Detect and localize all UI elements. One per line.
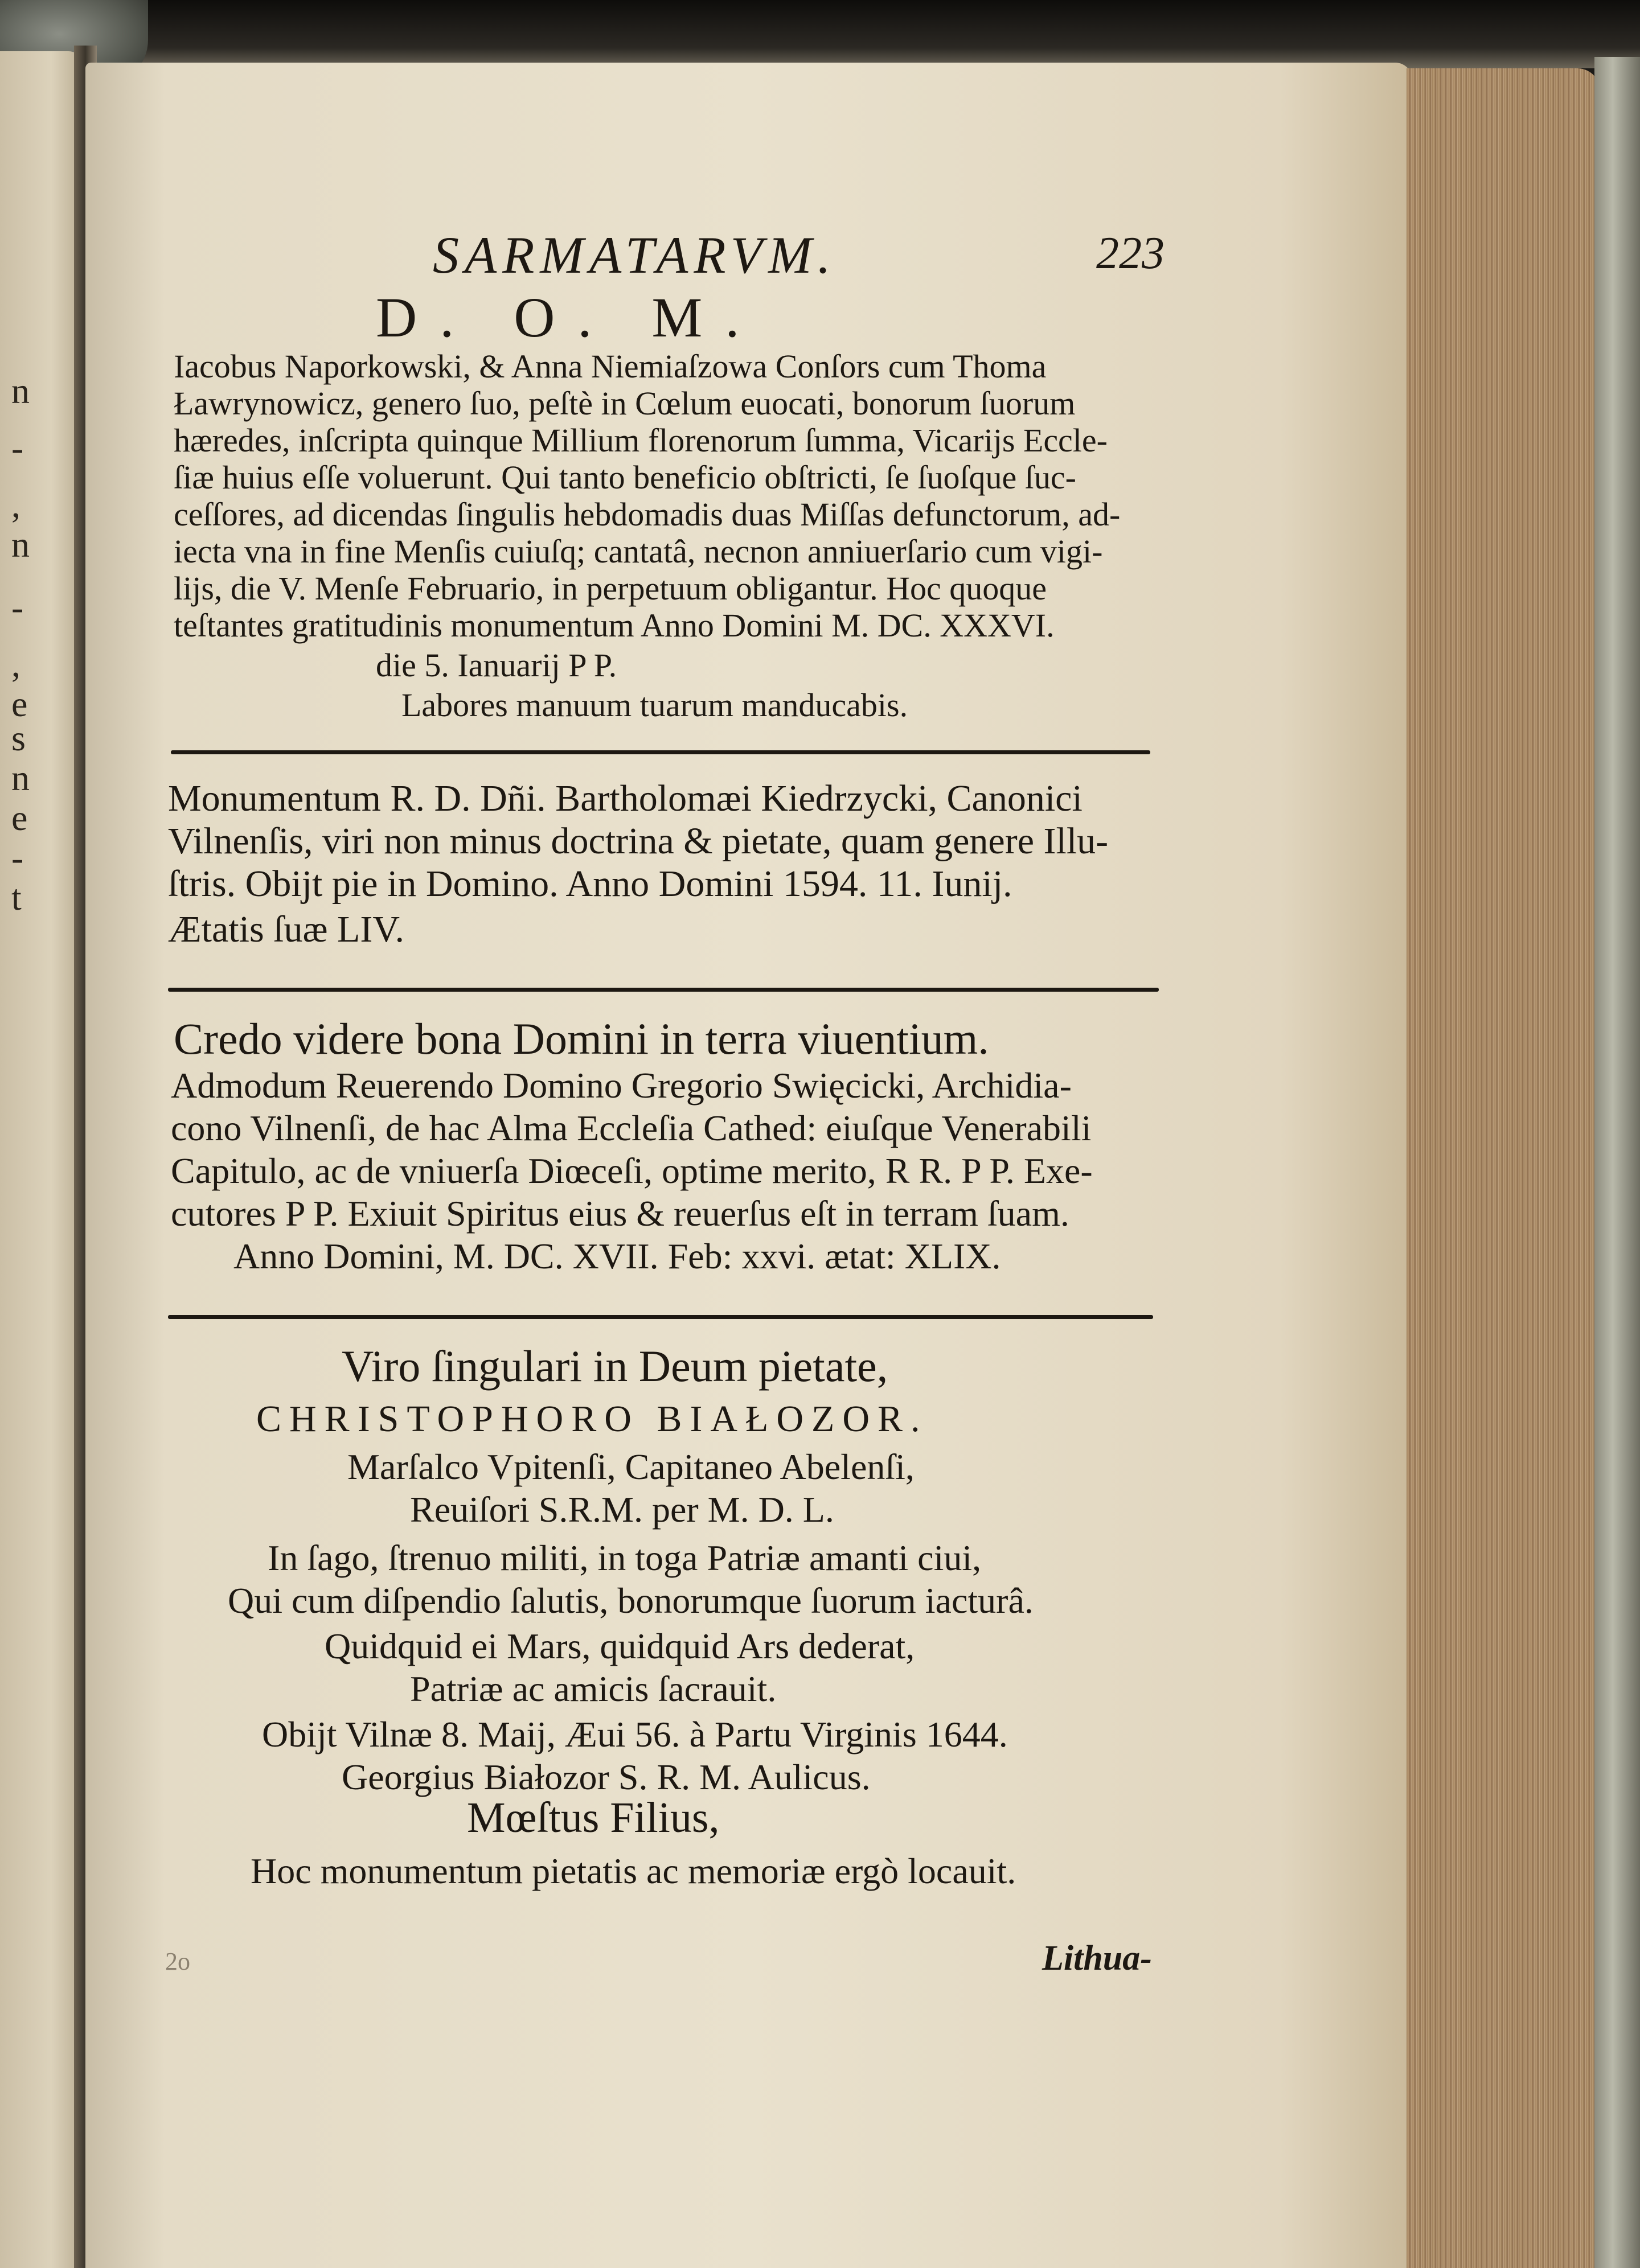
text-line: iecta vna in fine Menſis cuiuſq; cantatâ, necnon anniuerſario cum vigi- (174, 533, 1103, 570)
text-line: ſiæ huius eſſe voluerunt. Qui tanto beneficio obſtricti, ſe ſuoſque ſuc- (174, 459, 1076, 496)
text-line: In ſago, ſtrenuo militi, in toga Patriæ amanti ciui, (268, 1538, 982, 1578)
page-footer-mark: 2o (165, 1947, 190, 1975)
text-line: teſtantes gratitudinis monumentum Anno Domini M. DC. XXXVI. (174, 607, 1055, 644)
text-line: Marſalco Vpitenſi, Capitaneo Abelenſi, (347, 1447, 915, 1487)
left-margin-char: n (11, 371, 30, 411)
text-line: hæredes, inſcripta quinque Millium florenorum ſumma, Vicarijs Eccle- (174, 422, 1108, 459)
text-line: Admodum Reuerendo Domino Gregorio Swięcicki, Archidia- (171, 1065, 1072, 1106)
left-margin-char: t (11, 877, 22, 918)
text-line: cutores P P. Exiuit Spiritus eius & reuerſus eſt in terram ſuam. (171, 1193, 1069, 1234)
page-number: 223 (1096, 228, 1165, 278)
text-line: Hoc monumentum pietatis ac memoriæ ergò locauit. (251, 1851, 1016, 1891)
text-line: Credo videre bona Domini in terra viuentium. (174, 1014, 989, 1063)
left-margin-char: - (11, 428, 24, 468)
text-line: ſtris. Obijt pie in Domino. Anno Domini 1594. 11. Iunij. (168, 863, 1012, 905)
page-block-edge (1407, 68, 1600, 2268)
text-line: ceſſores, ad dicendas ſingulis hebdomadis duas Miſſas defunctorum, ad- (174, 496, 1121, 533)
text-line: die 5. Ianuarij P P. (376, 647, 617, 684)
left-page (0, 51, 85, 2268)
text-line: Reuiſori S.R.M. per M. D. L. (410, 1489, 834, 1530)
left-margin-char: , (11, 484, 20, 525)
text-line: Vilnenſis, viri non minus doctrina & pietate, quam genere Illu- (168, 820, 1109, 862)
text-line: Viro ſingulari in Deum pietate, (342, 1341, 888, 1391)
text-line: Monumentum R. D. Dñi. Bartholomæi Kiedrzycki, Canonici (168, 778, 1083, 819)
text-line: Anno Domini, M. DC. XVII. Feb: xxvi. ætat: XLIX. (233, 1236, 1001, 1276)
text-line: Qui cum diſpendio ſalutis, bonorumque ſuorum iacturâ. (228, 1580, 1034, 1621)
left-margin-char: n (11, 524, 30, 565)
text-line: Georgius Białozor S. R. M. Aulicus. (342, 1757, 871, 1797)
text-line: Iacobus Naporkowski, & Anna Niemiaſzowa Conſors cum Thoma (174, 348, 1047, 385)
text-line: Patriæ ac amicis ſacrauit. (410, 1669, 777, 1709)
text-line: CHRISTOPHORO BIAŁOZOR. (256, 1398, 928, 1440)
left-margin-char: - (11, 587, 24, 627)
text-line: Obijt Vilnæ 8. Maij, Æui 56. à Partu Virginis 1644. (262, 1714, 1008, 1755)
separator-rule (168, 988, 1159, 992)
text-line: Ławrynowicz, genero ſuo, peſtè in Cœlum euocati, bonorum ſuorum (174, 385, 1076, 422)
separator-rule (171, 750, 1150, 754)
book-top-edge (0, 0, 1640, 68)
separator-rule (168, 1315, 1153, 1319)
left-margin-char: n (11, 758, 30, 798)
running-head: SARMATARVM. (433, 226, 837, 284)
left-margin-char: , (11, 644, 20, 684)
catchword: Lithua- (1042, 1939, 1152, 1978)
text-line: Capitulo, ac de vniuerſa Diœceſi, optime merito, R R. P P. Exe- (171, 1151, 1093, 1191)
text-line: Quidquid ei Mars, quidquid Ars dederat, (325, 1626, 915, 1666)
left-margin-char: - (11, 837, 24, 878)
text-line: Ætatis ſuæ LIV. (168, 909, 404, 950)
text-line: lijs, die V. Menſe Februario, in perpetuum obligantur. Hoc quoque (174, 570, 1047, 607)
left-margin-char: e (11, 684, 28, 724)
left-margin-char: e (11, 798, 28, 838)
text-line: cono Vilnenſi, de hac Alma Eccleſia Cathed: eiuſque Venerabili (171, 1108, 1092, 1148)
section-heading: D. O. M. (376, 286, 762, 349)
left-margin-char: s (11, 718, 26, 758)
text-line: Mœſtus Filius, (467, 1794, 720, 1842)
text-line: Labores manuum tuarum manducabis. (401, 687, 908, 724)
book-cover-edge (1594, 57, 1640, 2268)
